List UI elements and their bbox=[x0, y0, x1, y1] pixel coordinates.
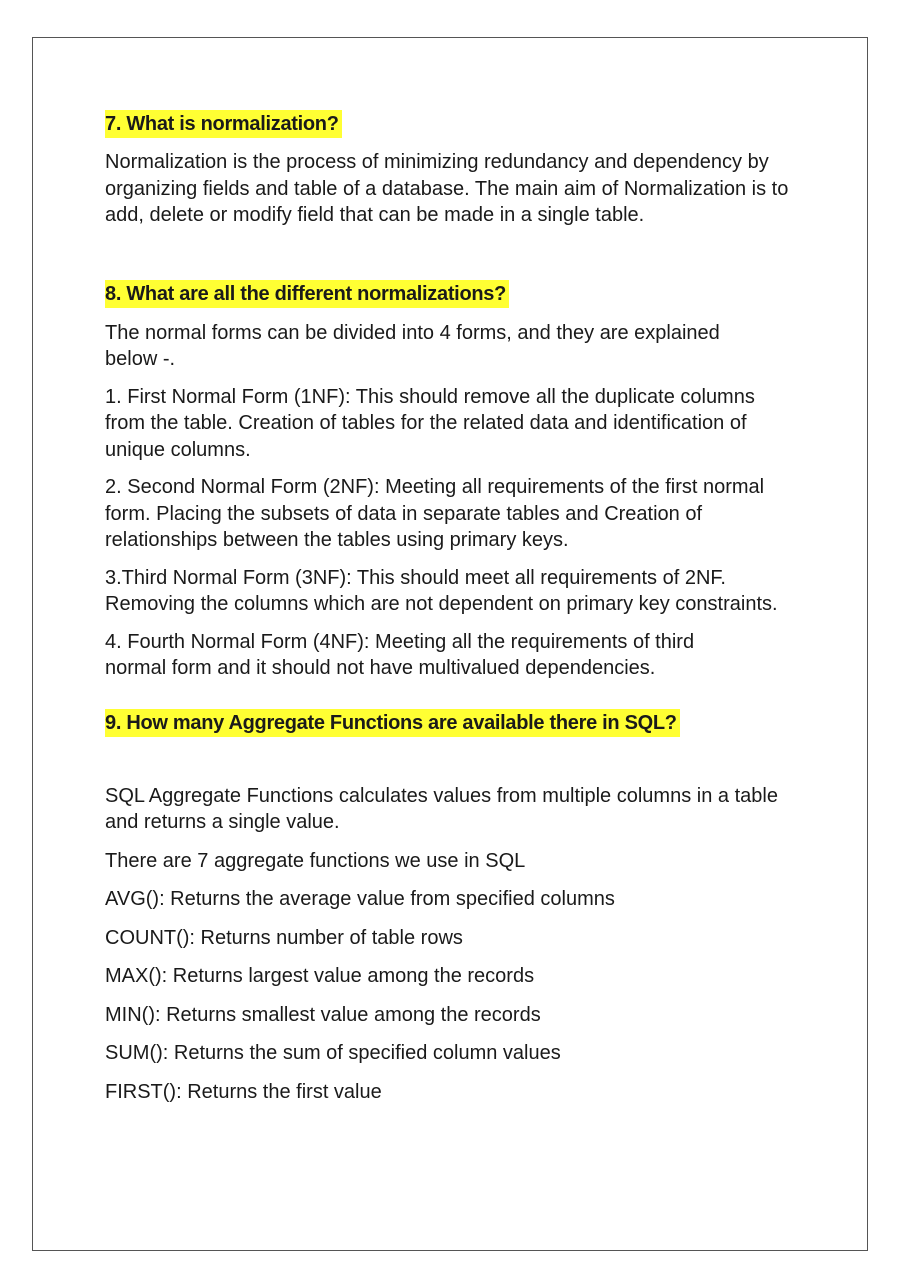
aggregate-function-min: MIN(): Returns smallest value among the records bbox=[105, 1003, 541, 1026]
aggregate-function-sum: SUM(): Returns the sum of specified column values bbox=[105, 1042, 561, 1064]
aggregate-function-count: COUNT(): Returns number of table rows bbox=[105, 926, 463, 949]
section-7-heading: 7. What is normalization? bbox=[105, 110, 342, 138]
aggregate-count-line: There are 7 aggregate functions we use in SQL bbox=[105, 849, 526, 872]
section-8-heading: 8. What are all the different normalizations? bbox=[105, 280, 509, 308]
normal-form-item-3nf: 3.Third Normal Form (3NF): This should meet all requirements of 2NF. Removing the columns which are not dependent on primary key constraints. bbox=[105, 566, 778, 615]
section-8 bbox=[105, 280, 805, 308]
section-8-intro: The normal forms can be divided into 4 forms, and they are explained below -. bbox=[105, 321, 720, 370]
aggregate-function-max: MAX(): Returns largest value among the records bbox=[105, 965, 535, 987]
normal-form-item-1nf: 1. First Normal Form (1NF): This should remove all the duplicate columns from the table. Creation of tables for the related data and identification of unique columns. bbox=[105, 385, 755, 461]
section-9-heading: 9. How many Aggregate Functions are available there in SQL? bbox=[105, 709, 680, 737]
section-9 bbox=[105, 709, 805, 737]
aggregate-function-first: FIRST(): Returns the first value bbox=[105, 1080, 382, 1103]
section-7 bbox=[105, 110, 805, 138]
document-content bbox=[105, 110, 805, 1105]
normal-form-item-2nf: 2. Second Normal Form (2NF): Meeting all requirements of the first normal form. Placing the subsets of data in separate tables and Creation of relationships between the tables using primary keys. bbox=[105, 476, 765, 551]
normal-form-item-4nf: 4. Fourth Normal Form (4NF): Meeting all the requirements of third normal form and it should not have multivalued dependencies. bbox=[105, 630, 695, 679]
aggregate-function-avg: AVG(): Returns the average value from specified columns bbox=[105, 888, 615, 910]
section-9-intro: SQL Aggregate Functions calculates values from multiple columns in a table and returns a single value. bbox=[105, 784, 778, 833]
section-7-body: Normalization is the process of minimizing redundancy and dependency by organizing fields and table of a database. The main aim of Normalization is to add, delete or modify field that can be made in a single table. bbox=[105, 151, 789, 226]
